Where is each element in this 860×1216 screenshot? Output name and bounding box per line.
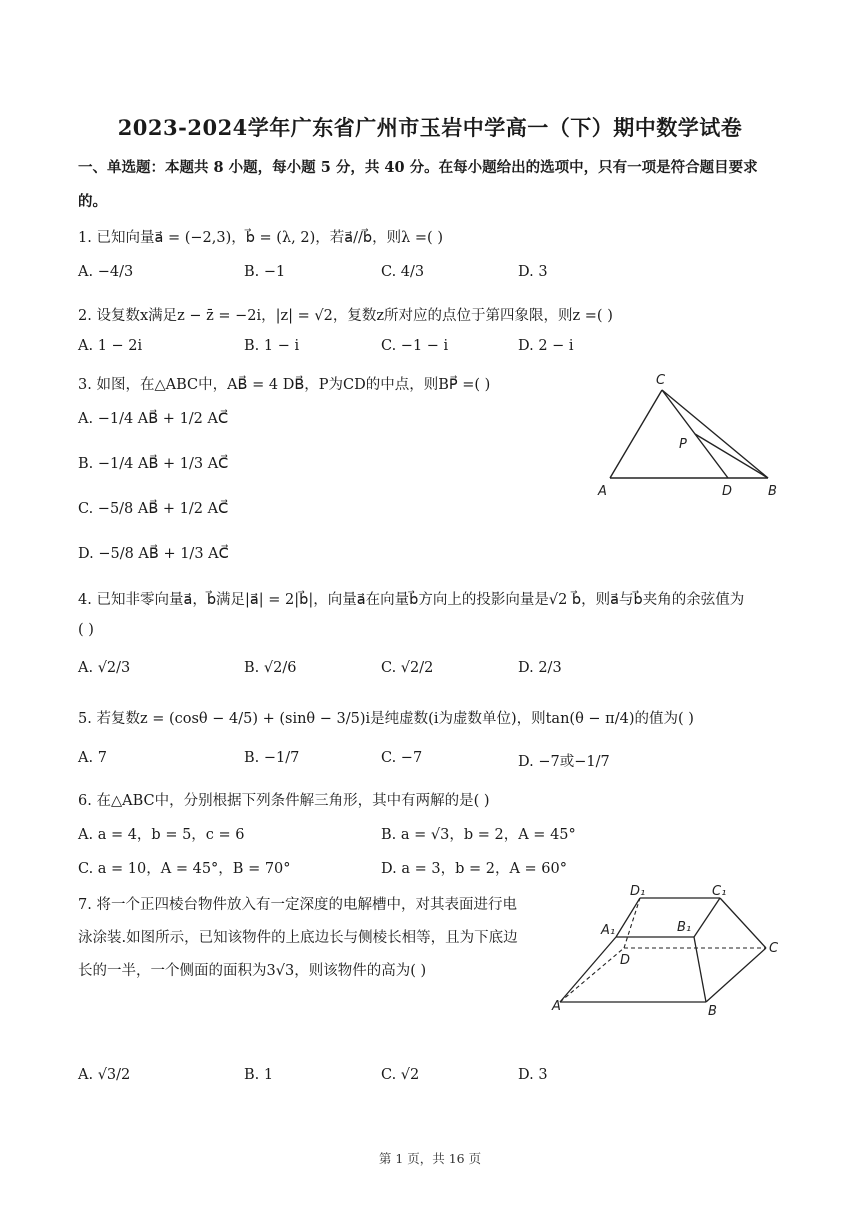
- question-6-option-d[interactable]: D. a = 3，b = 2，A = 60°: [381, 861, 567, 877]
- question-5-option-a[interactable]: A. 7: [78, 750, 107, 766]
- question-5-stem: 5. 若复数z = (cosθ − 4/5) + (sinθ − 3/5)i是纯虚数(i为虚数单位)，则tan(θ − π/4)的值为( ): [78, 711, 694, 727]
- question-2-option-a[interactable]: A. 1 − 2i: [78, 338, 143, 354]
- question-4-stem-line1: 4. 已知非零向量a⃗，b⃗满足|a⃗| = 2|b⃗|，向量a⃗在向量b⃗方向上的投影向量是√2 b⃗，则a⃗与b⃗夹角的余弦值为: [78, 592, 745, 608]
- label-p: P: [679, 437, 687, 452]
- question-6-stem: 6. 在△ABC中，分别根据下列条件解三角形，其中有两解的是( ): [78, 793, 490, 809]
- edge-dd1-hidden: [624, 898, 640, 948]
- label-c: C: [656, 373, 666, 388]
- question-4-option-b[interactable]: B. √2/6: [244, 660, 297, 676]
- question-7-stem-line1: 7. 将一个正四棱台物件放入有一定深度的电解槽中，对其表面进行电: [78, 897, 517, 913]
- edge-bb1: [694, 937, 706, 1002]
- question-7-stem-line3: 长的一半，一个侧面的面积为3√3，则该物件的高为( ): [78, 963, 427, 979]
- edge-bc: [706, 948, 766, 1002]
- question-5-option-c[interactable]: C. −7: [381, 750, 423, 766]
- question-1-stem: 1. 已知向量a⃗ = (−2,3)，b⃗ = (λ, 2)，若a⃗//b⃗，则λ =( ): [78, 230, 443, 246]
- frustum-figure: [550, 882, 790, 1022]
- edge-cc1: [720, 898, 766, 948]
- question-7-option-a[interactable]: A. √3/2: [78, 1067, 131, 1083]
- edge-c1b1: [694, 898, 720, 937]
- segment-ac: [610, 390, 662, 478]
- label-a1: A₁: [601, 923, 616, 938]
- label-b: B: [708, 1004, 717, 1019]
- question-3-option-c[interactable]: C. −5/8 AB⃗ + 1/2 AC⃗: [78, 501, 229, 517]
- question-6-option-a[interactable]: A. a = 4，b = 5，c = 6: [78, 827, 245, 843]
- question-7-option-d[interactable]: D. 3: [518, 1067, 548, 1083]
- question-6-option-b[interactable]: B. a = √3，b = 2，A = 45°: [381, 827, 576, 843]
- question-1-option-b[interactable]: B. −1: [244, 264, 286, 280]
- question-4-option-c[interactable]: C. √2/2: [381, 660, 434, 676]
- page-title: 2023-2024学年广东省广州市玉岩中学高一（下）期中数学试卷: [117, 115, 743, 140]
- edge-a1d1: [616, 898, 640, 937]
- label-d: D: [620, 953, 631, 968]
- question-4-option-a[interactable]: A. √2/3: [78, 660, 131, 676]
- label-a: A: [598, 484, 607, 499]
- question-3-option-d[interactable]: D. −5/8 AB⃗ + 1/3 AC⃗: [78, 546, 229, 562]
- question-2-option-c[interactable]: C. −1 − i: [381, 338, 449, 354]
- label-b1: B₁: [677, 920, 692, 935]
- question-2-stem: 2. 设复数x满足z − z̄ = −2i，|z| = √2，复数z所对应的点位于第四象限，则z =( ): [78, 308, 613, 324]
- question-4-stem-line2: ( ): [78, 622, 94, 638]
- section-instructions-line2: 的。: [78, 193, 107, 210]
- edge-aa1: [560, 937, 616, 1002]
- question-2-option-b[interactable]: B. 1 − i: [244, 338, 300, 354]
- question-3-stem: 3. 如图，在△ABC中，AB⃗ = 4 DB⃗，P为CD的中点，则BP⃗ =( ): [78, 377, 491, 393]
- page-footer: 第 1 页，共 16 页: [378, 1151, 482, 1166]
- label-c: C: [769, 941, 779, 956]
- edge-ad-hidden: [560, 948, 624, 1002]
- question-3-option-a[interactable]: A. −1/4 AB⃗ + 1/2 AC⃗: [78, 411, 229, 427]
- question-4-option-d[interactable]: D. 2/3: [518, 660, 562, 676]
- question-5-option-d[interactable]: D. −7或−1/7: [518, 754, 610, 770]
- question-3-option-b[interactable]: B. −1/4 AB⃗ + 1/3 AC⃗: [78, 456, 229, 472]
- label-d: D: [722, 484, 733, 499]
- question-1-option-a[interactable]: A. −4/3: [78, 264, 134, 280]
- question-7-option-c[interactable]: C. √2: [381, 1067, 420, 1083]
- question-5-option-b[interactable]: B. −1/7: [244, 750, 300, 766]
- label-d1: D₁: [630, 884, 646, 899]
- label-c1: C₁: [712, 884, 727, 899]
- segment-cb: [662, 390, 768, 478]
- label-a: A: [552, 999, 561, 1014]
- triangle-abc-figure: [590, 368, 790, 503]
- question-6-option-c[interactable]: C. a = 10，A = 45°，B = 70°: [78, 861, 291, 877]
- section-instructions-line1: 一、单选题：本题共 8 小题，每小题 5 分，共 40 分。在每小题给出的选项中，只有一项是符合题目要求: [78, 159, 758, 176]
- question-2-option-d[interactable]: D. 2 − i: [518, 338, 574, 354]
- question-1-option-c[interactable]: C. 4/3: [381, 264, 425, 280]
- segment-pb: [695, 434, 768, 478]
- question-7-option-b[interactable]: B. 1: [244, 1067, 274, 1083]
- label-b: B: [768, 484, 777, 499]
- question-1-option-d[interactable]: D. 3: [518, 264, 548, 280]
- question-7-stem-line2: 泳涂装.如图所示，已知该物件的上底边长与侧棱长相等，且为下底边: [78, 930, 518, 946]
